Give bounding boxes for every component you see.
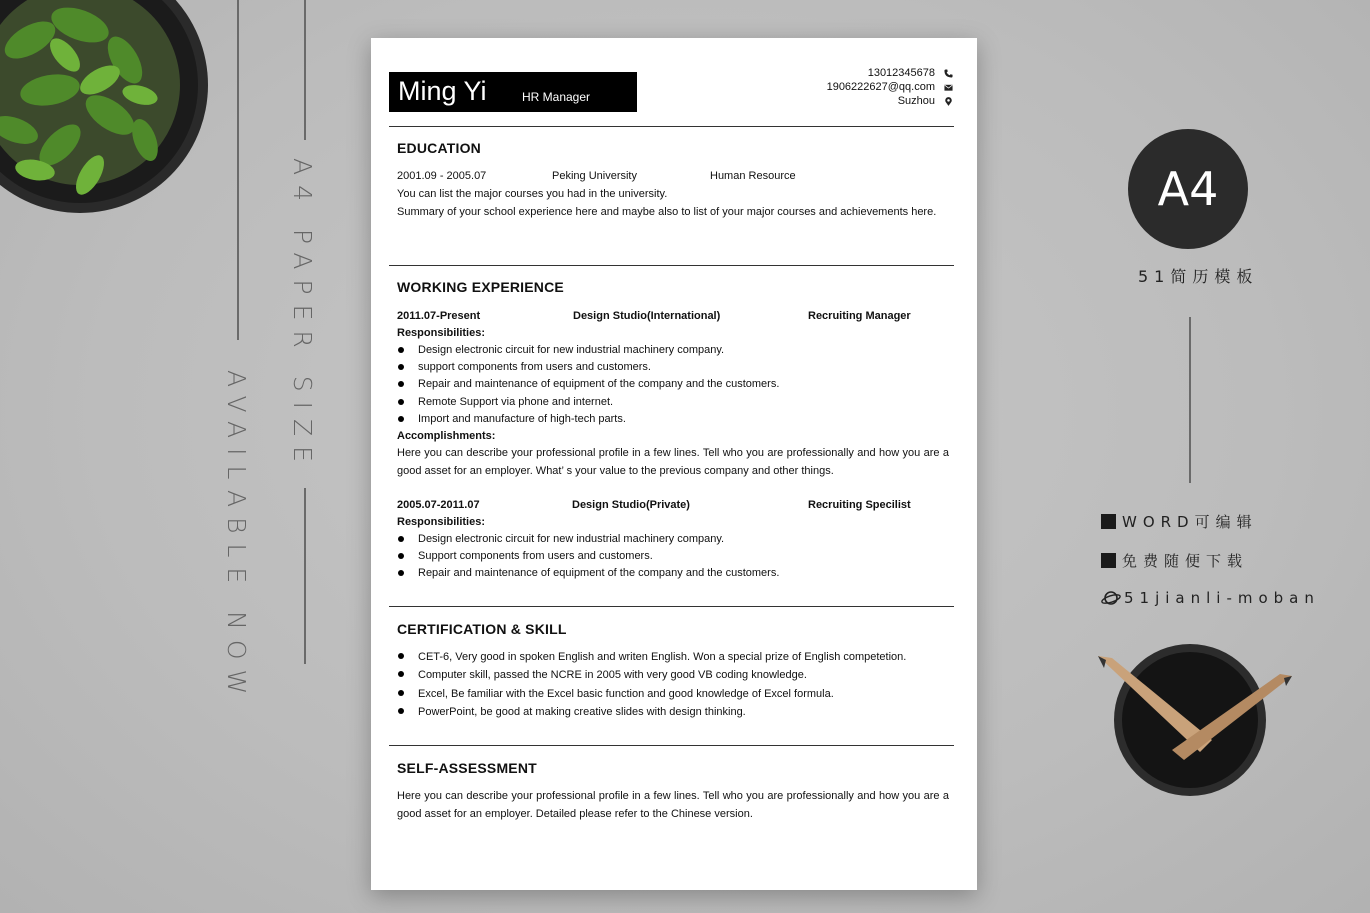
job-2-period: 2005.07-2011.07 <box>397 499 480 511</box>
right-divider <box>1189 317 1191 483</box>
education-school: Peking University <box>552 170 637 182</box>
job-1-period: 2011.07-Present <box>397 310 481 322</box>
self-assessment-title: SELF-ASSESSMENT <box>397 760 537 776</box>
list-item: Excel, Be familiar with the Excel basic function and good knowledge of Excel formula. <box>397 685 949 703</box>
education-title: EDUCATION <box>397 140 481 156</box>
map-pin-icon <box>944 97 953 106</box>
candidate-role: HR Manager <box>522 90 591 104</box>
list-item: support components from users and customers. <box>397 359 949 376</box>
job-1-position: Recruiting Manager <box>808 310 911 322</box>
list-item: Remote Support via phone and internet. <box>397 394 949 411</box>
contact-city <box>898 95 953 107</box>
skills-list <box>397 648 949 721</box>
city-name: Suzhou <box>897 95 935 107</box>
square-icon <box>1101 514 1116 529</box>
work-title: WORKING EXPERIENCE <box>397 279 564 295</box>
paper-size-text: A4 PAPER SIZE <box>288 158 317 472</box>
contact-phone <box>868 67 953 79</box>
contact-email <box>827 81 953 93</box>
education-summary: Summary of your school experience here and maybe also to list of your major courses and achievements here. <box>397 206 937 218</box>
job-2-position: Recruiting Specilist <box>808 499 911 511</box>
section-divider <box>389 745 954 746</box>
job-2-responsibilities <box>397 531 949 583</box>
list-item: Repair and maintenance of equipment of the company and the customers. <box>397 376 949 393</box>
list-item: Design electronic circuit for new industrial machinery company. <box>397 342 949 359</box>
envelope-icon <box>944 83 953 92</box>
education-major: Human Resource <box>710 170 796 182</box>
skills-title: CERTIFICATION & SKILL <box>397 621 567 637</box>
section-divider <box>389 606 954 607</box>
list-item: PowerPoint, be good at making creative slides with design thinking. <box>397 703 949 721</box>
list-item: Repair and maintenance of equipment of the company and the customers. <box>397 565 949 582</box>
paper-size-line-bottom <box>304 488 306 664</box>
phone-number: 13012345678 <box>867 67 935 79</box>
available-now-text: AVAILABLE NOW <box>222 370 251 705</box>
feature-site-label: 51jianli-moban <box>1124 589 1320 607</box>
square-icon <box>1101 553 1116 568</box>
email-address: 1906222627@qq.com <box>826 81 935 93</box>
job-1-responsibilities <box>397 342 949 428</box>
resume-page <box>371 38 977 890</box>
feature-word-editable <box>1101 511 1258 532</box>
phone-icon <box>944 69 953 78</box>
feature-word-label: WORD可编辑 <box>1122 513 1258 531</box>
job-1-company: Design Studio(International) <box>573 310 721 322</box>
name-banner <box>389 72 637 112</box>
job-1-accomplishments-label: Accomplishments: <box>397 430 496 442</box>
section-divider <box>389 265 954 266</box>
pencil-cup-image <box>1092 640 1302 800</box>
list-item: Design electronic circuit for new industrial machinery company. <box>397 531 949 548</box>
list-item: Computer skill, passed the NCRE in 2005 with very good VB coding knowledge. <box>397 666 949 684</box>
list-item: Support components from users and customers. <box>397 548 949 565</box>
education-period: 2001.09 - 2005.07 <box>397 170 487 182</box>
a4-badge: A4 <box>1128 129 1248 249</box>
feature-site <box>1101 589 1320 607</box>
potted-plant-image <box>0 0 210 260</box>
brand-name: 51简历模板 <box>1138 267 1259 286</box>
paper-size-line-top <box>304 0 306 140</box>
job-1-accomplishments: Here you can describe your professional profile in a few lines. Tell who you are professionally and how you are a good asset for an employer. What’ s your value to the previous company and other things. <box>397 447 949 477</box>
planet-icon <box>1101 589 1121 607</box>
feature-free-label: 免费随便下载 <box>1122 552 1249 570</box>
left-divider-top <box>237 0 239 340</box>
list-item: CET-6, Very good in spoken English and writen English. Won a special prize of English competetion. <box>397 648 949 666</box>
header-divider <box>389 126 954 127</box>
candidate-name: Ming Yi <box>398 76 487 106</box>
job-2-responsibilities-label: Responsibilities: <box>397 516 486 528</box>
education-courses: You can list the major courses you had in the university. <box>397 188 668 200</box>
job-2-company: Design Studio(Private) <box>572 499 690 511</box>
self-assessment-text: Here you can describe your professional profile in a few lines. Tell who you are professionally and how you are a good asset for an employer. Detailed please refer to the Chinese version. <box>397 790 949 820</box>
feature-free-download <box>1101 550 1248 571</box>
job-1-responsibilities-label: Responsibilities: <box>397 327 486 339</box>
list-item: Import and manufacture of high-tech parts. <box>397 411 949 428</box>
